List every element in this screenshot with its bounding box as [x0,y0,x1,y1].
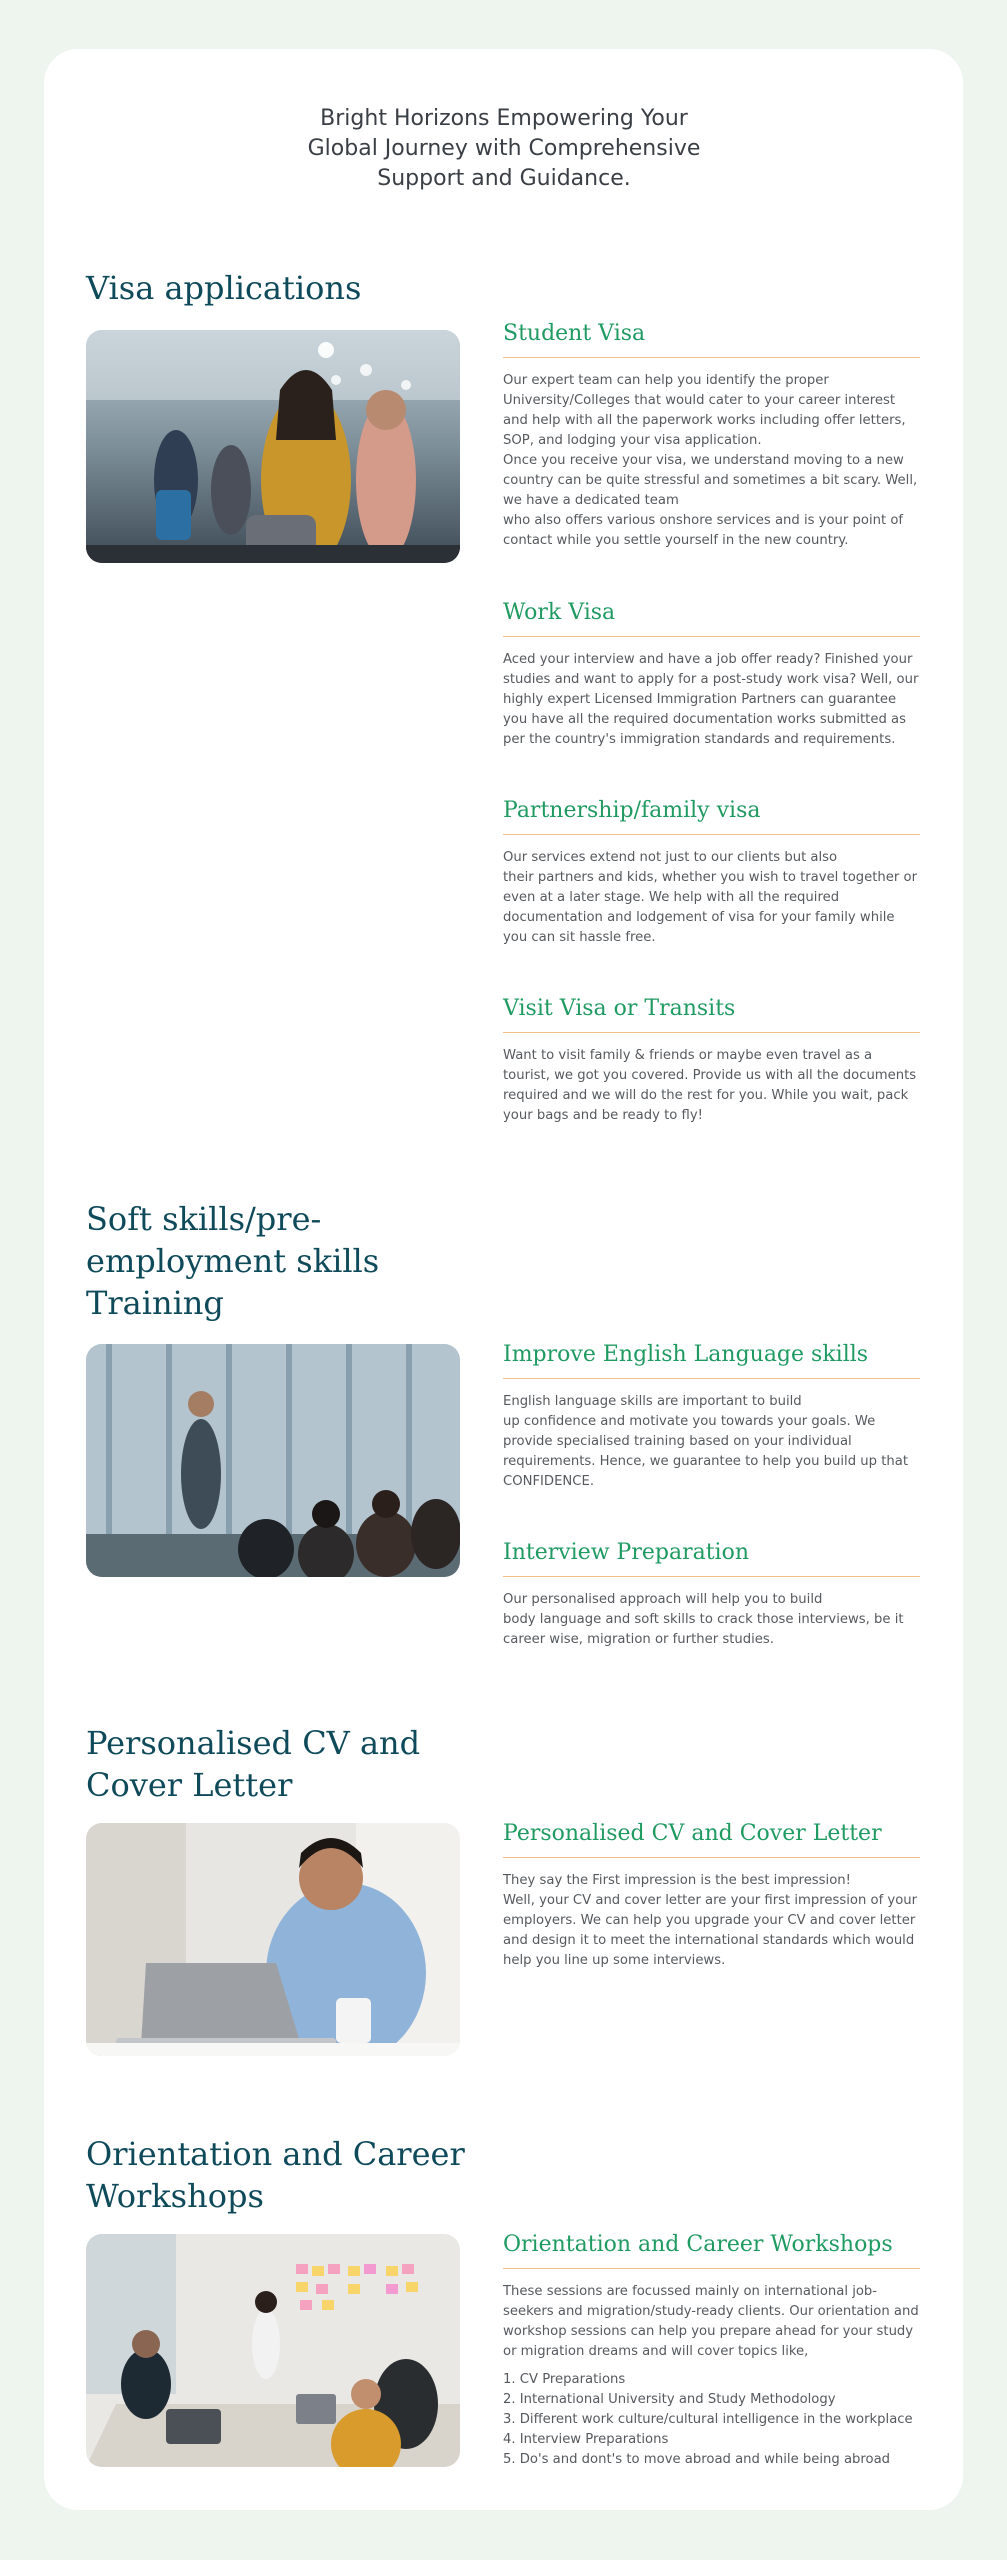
list-item: 2. International University and Study Methodology [503,2392,836,2407]
cv-title: Personalised CV and Cover Letter [503,1819,920,1858]
english-skills-block [503,1340,920,1492]
intro-heading: Bright Horizons Empowering Your Global Journey with Comprehensive Support and Guidance. [307,106,701,191]
cv-block [503,1819,920,1971]
travel-photo [86,330,460,563]
list-item: 3. Different work culture/cultural intelligence in the workplace [503,2412,913,2427]
content-card [44,49,963,2510]
english-skills-text: English language skills are important to build up confidence and motivate you towards your goals. We provide specialised training based on your individual requirements. Hence, we guarantee to help you build up that CONFIDENCE. [503,1394,908,1489]
cv-text: They say the First impression is the best impression! Well, your CV and cover letter are your first impression of your employers. We can help you upgrade your CV and cover letter and design it to meet the international standards which would help you line up some interviews. [503,1873,918,1968]
visit-visa-block [503,994,920,1126]
list-item: 1. CV Preparations [503,2372,626,2387]
interview-prep-block [503,1538,920,1650]
visit-visa-text: Want to visit family & friends or maybe even travel as a tourist, we got you covered. Provide us with all the documents required and we will do the rest for you. While you wait, pack your bags and be ready to fly! [503,1048,917,1123]
section-title-visa: Visa applications [86,269,362,307]
workshops-text: These sessions are focussed mainly on international job-seekers and migration/study-ready clients. Our orientation and workshop sessions can help you prepare ahead for your study or migration dreams and will cover topics like, [503,2284,919,2359]
laptop-photo [86,1823,460,2056]
list-item: 5. Do's and dont's to move abroad and while being abroad [503,2452,891,2467]
work-visa-title: Work Visa [503,598,920,637]
family-visa-text: Our services extend not just to our clients but also their partners and kids, whether you wish to travel together or even at a later stage. We help with all the required documentation and lodgement of visa for your family while you can sit hassle free. [503,850,918,945]
section-title-workshops: Orientation and Career Workshops [86,2135,465,2215]
interview-prep-title: Interview Preparation [503,1538,920,1577]
work-visa-text: Aced your interview and have a job offer ready? Finished your studies and want to apply for a post-study work visa? Well, our highly expert Licensed Immigration Partners can guarantee you have all the required documentation works submitted as per the country's immigration standards and requirements. [503,652,919,747]
work-visa-block [503,598,920,750]
list-item: 4. Interview Preparations [503,2432,669,2447]
family-visa-block [503,796,920,948]
section-title-soft-skills: Soft skills/pre-employment skills Training [86,1200,380,1322]
workshops-title: Orientation and Career Workshops [503,2230,920,2269]
student-visa-text: Our expert team can help you identify the proper University/Colleges that would cater to your career interest and help with all the paperwork works including offer letters, SOP, and lodging your visa application. Once you receive your visa, we understand moving to a new country can be quite stressful and sometimes a bit scary. Well, we have a dedicated team who also offers various onshore services and is your point of contact while you settle yourself in the new country. [503,373,918,548]
visit-visa-title: Visit Visa or Transits [503,994,920,1033]
workshops-topics-list [503,2370,920,2470]
section-title-cv: Personalised CV and Cover Letter [86,1724,421,1804]
workshops-block [503,2230,920,2470]
english-skills-title: Improve English Language skills [503,1340,920,1379]
workshop-photo [86,2234,460,2467]
interview-prep-text: Our personalised approach will help you to build body language and soft skills to crack those interviews, be it career wise, migration or further studies. [503,1592,904,1647]
student-visa-block [503,319,920,551]
training-photo [86,1344,460,1577]
family-visa-title: Partnership/family visa [503,796,920,835]
student-visa-title: Student Visa [503,319,920,358]
